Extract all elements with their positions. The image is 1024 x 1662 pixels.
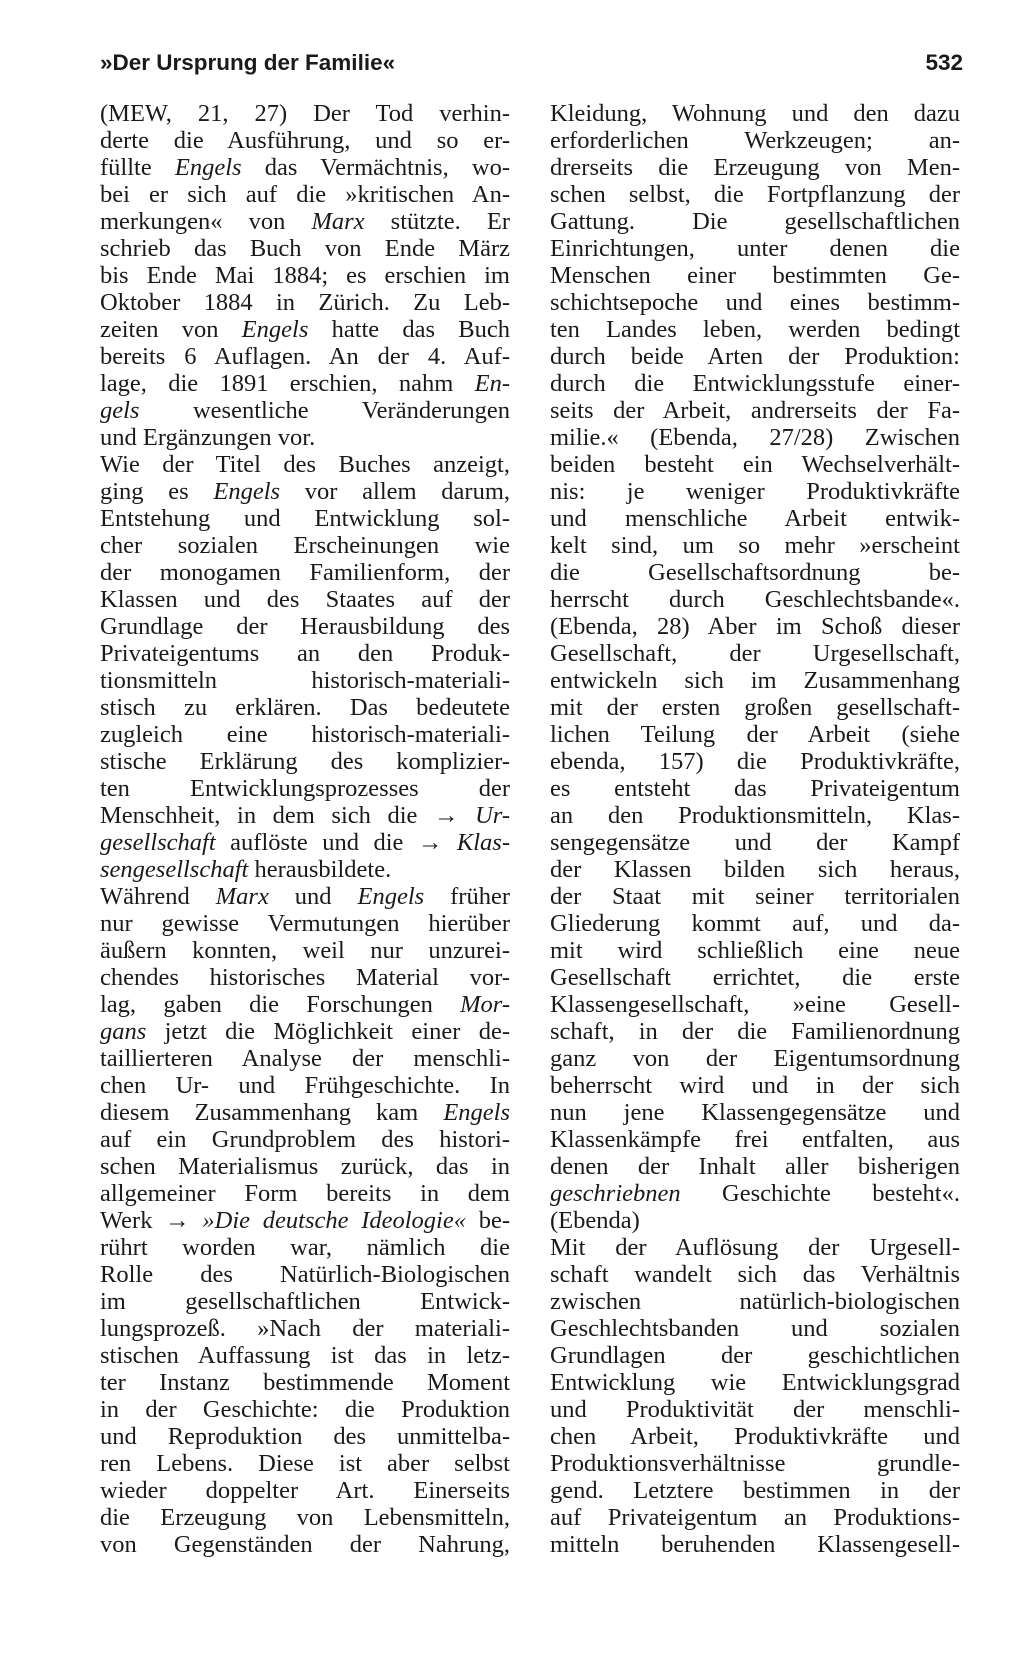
- text-segment: der Klassen bilden sich heraus,: [550, 856, 960, 883]
- text-line: [550, 1045, 960, 1072]
- text-line: [100, 1207, 510, 1234]
- text-line: [550, 343, 960, 370]
- page-number: 532: [925, 50, 963, 75]
- text-line: [550, 1288, 960, 1315]
- text-segment: rührt worden war, nämlich die: [100, 1234, 510, 1261]
- text-line: [100, 1234, 510, 1261]
- text-line: [100, 1396, 510, 1423]
- text-segment: an den Produktionsmitteln, Klas-: [550, 802, 960, 829]
- text-segment: Mit der Auflösung der Urgesell-: [550, 1234, 960, 1261]
- text-line: [550, 397, 960, 424]
- italic-text: sengesellschaft: [100, 856, 249, 883]
- text-segment: das Vermächtnis, wo-: [241, 154, 510, 181]
- text-line: [550, 1261, 960, 1288]
- text-segment: ging es: [100, 478, 214, 505]
- text-segment: lage, die 1891 erschien, nahm: [100, 370, 475, 397]
- text-segment: ten Landes leben, werden bedingt: [550, 316, 960, 343]
- italic-text: Engels: [241, 316, 309, 343]
- italic-text: En-: [474, 370, 510, 397]
- italic-text: Ur-: [475, 802, 510, 829]
- italic-text: »Die deutsche Ideologie«: [202, 1207, 466, 1234]
- text-segment: diesem Zusammenhang kam: [100, 1099, 444, 1126]
- text-line: [100, 289, 510, 316]
- text-segment: lungsprozeß. »Nach der materiali-: [100, 1315, 510, 1342]
- text-segment: zugleich eine historisch-materiali-: [100, 721, 510, 748]
- text-line: [100, 127, 510, 154]
- text-segment: bereits 6 Auflagen. An der 4. Auf-: [100, 343, 510, 370]
- text-segment: wieder doppelter Art. Einerseits: [100, 1477, 510, 1504]
- column-right: [550, 100, 960, 1558]
- text-segment: Werk →: [100, 1207, 203, 1234]
- text-segment: Gesellschaft, der Urgesellschaft,: [550, 640, 960, 667]
- text-line: [550, 100, 960, 127]
- text-segment: Produktionsverhältnisse grundle-: [550, 1450, 960, 1477]
- text-segment: der monogamen Familienform, der: [100, 559, 510, 586]
- italic-text: Mor-: [460, 991, 510, 1018]
- text-segment: Grundlage der Herausbildung des: [100, 613, 510, 640]
- text-segment: seits der Arbeit, andrerseits der Fa-: [550, 397, 960, 424]
- text-segment: jetzt die Möglichkeit einer de-: [146, 1018, 510, 1045]
- text-segment: schaft, in der die Familienordnung: [550, 1018, 960, 1045]
- text-line: [100, 1504, 510, 1531]
- text-segment: Einrichtungen, unter denen die: [550, 235, 960, 262]
- text-line: [100, 1018, 510, 1045]
- text-segment: wesentliche Veränderungen: [139, 397, 510, 424]
- text-segment: Oktober 1884 in Zürich. Zu Leb-: [100, 289, 510, 316]
- text-segment: Gliederung kommt auf, und da-: [550, 910, 960, 937]
- text-line: [550, 316, 960, 343]
- text-line: [100, 478, 510, 505]
- text-segment: cher sozialen Erscheinungen wie: [100, 532, 510, 559]
- text-line: [100, 1477, 510, 1504]
- text-segment: von Gegenständen der Nahrung,: [100, 1531, 510, 1558]
- text-line: [550, 991, 960, 1018]
- text-line: [100, 505, 510, 532]
- text-segment: Privateigentums an den Produk-: [100, 640, 510, 667]
- text-segment: nis: je weniger Produktivkräfte: [550, 478, 960, 505]
- text-line: [550, 586, 960, 613]
- text-line: [100, 613, 510, 640]
- text-line: [100, 586, 510, 613]
- text-line: [100, 316, 510, 343]
- text-line: [100, 802, 510, 829]
- text-segment: durch beide Arten der Produktion:: [550, 343, 960, 370]
- italic-text: gans: [100, 1018, 147, 1045]
- text-segment: Klassengesellschaft, »eine Gesell-: [550, 991, 960, 1018]
- text-line: [550, 127, 960, 154]
- text-line: [100, 532, 510, 559]
- italic-text: Marx: [311, 208, 365, 235]
- text-segment: und Ergänzungen vor.: [100, 424, 316, 451]
- text-segment: zeiten von: [100, 316, 242, 343]
- text-segment: bis Ende Mai 1884; es erschien im: [100, 262, 510, 289]
- text-segment: durch die Entwicklungsstufe einer-: [550, 370, 960, 397]
- text-line: [550, 1477, 960, 1504]
- text-segment: allgemeiner Form bereits in dem: [100, 1180, 510, 1207]
- text-line: [550, 451, 960, 478]
- text-line: [100, 370, 510, 397]
- text-segment: gend. Letztere bestimmen in der: [550, 1477, 960, 1504]
- text-segment: (MEW, 21, 27) Der Tod verhin-: [100, 100, 510, 127]
- italic-text: gels: [100, 397, 140, 424]
- text-line: [550, 1450, 960, 1477]
- text-line: [100, 235, 510, 262]
- text-line: [550, 559, 960, 586]
- text-segment: (Ebenda, 28) Aber im Schoß dieser: [550, 613, 960, 640]
- page-header: [100, 50, 963, 82]
- text-line: [100, 856, 510, 883]
- text-line: [550, 235, 960, 262]
- italic-text: Engels: [443, 1099, 510, 1126]
- text-segment: auf ein Grundproblem des histori-: [100, 1126, 510, 1153]
- text-segment: ebenda, 157) die Produktivkräfte,: [550, 748, 960, 775]
- text-segment: und Reproduktion des unmittelba-: [100, 1423, 510, 1450]
- text-line: [550, 370, 960, 397]
- text-line: [550, 262, 960, 289]
- text-segment: lag, gaben die Forschungen: [100, 991, 461, 1018]
- text-segment: äußern konnten, weil nur unzurei-: [100, 937, 510, 964]
- text-line: [550, 802, 960, 829]
- text-line: [550, 1207, 960, 1234]
- text-segment: Während: [100, 883, 216, 910]
- text-line: [550, 1423, 960, 1450]
- text-segment: in der Geschichte: die Produktion: [100, 1396, 510, 1423]
- text-line: [100, 937, 510, 964]
- text-line: [100, 559, 510, 586]
- text-line: [550, 1504, 960, 1531]
- text-line: [100, 1099, 510, 1126]
- text-line: [550, 424, 960, 451]
- text-segment: lichen Teilung der Arbeit (siehe: [550, 721, 960, 748]
- text-line: [100, 1369, 510, 1396]
- text-line: [550, 1153, 960, 1180]
- text-line: [550, 613, 960, 640]
- text-segment: die Erzeugung von Lebensmitteln,: [100, 1504, 510, 1531]
- text-segment: ren Lebens. Diese ist aber selbst: [100, 1450, 510, 1477]
- text-segment: (Ebenda): [550, 1207, 640, 1234]
- text-segment: Menschheit, in dem sich die →: [100, 802, 476, 829]
- text-segment: chendes historisches Material vor-: [100, 964, 510, 991]
- text-segment: nur gewisse Vermutungen hierüber: [100, 910, 510, 937]
- text-segment: und Produktivität der menschli-: [550, 1396, 960, 1423]
- text-line: [100, 451, 510, 478]
- text-line: [550, 1531, 960, 1558]
- text-line: [550, 748, 960, 775]
- text-segment: schen selbst, die Fortpflanzung der: [550, 181, 960, 208]
- text-line: [100, 640, 510, 667]
- text-segment: Kleidung, Wohnung und den dazu: [550, 100, 960, 127]
- text-segment: schrieb das Buch von Ende März: [100, 235, 510, 262]
- text-segment: früher: [424, 883, 510, 910]
- text-line: [100, 1072, 510, 1099]
- text-segment: stisch zu erklären. Das bedeutete: [100, 694, 510, 721]
- text-segment: Geschlechtsbanden und sozialen: [550, 1315, 960, 1342]
- text-line: [550, 1018, 960, 1045]
- text-line: [550, 775, 960, 802]
- text-segment: stützte. Er: [364, 208, 510, 235]
- text-segment: auf Privateigentum an Produktions-: [550, 1504, 960, 1531]
- text-line: [550, 721, 960, 748]
- text-line: [100, 775, 510, 802]
- text-line: [100, 964, 510, 991]
- text-segment: zwischen natürlich-biologischen: [550, 1288, 960, 1315]
- running-title: »Der Ursprung der Familie«: [100, 50, 396, 75]
- text-line: [550, 532, 960, 559]
- italic-text: gesellschaft: [100, 829, 216, 856]
- text-segment: nun jene Klassengegensätze und: [550, 1099, 960, 1126]
- text-segment: chen Arbeit, Produktivkräfte und: [550, 1423, 960, 1450]
- text-line: [100, 154, 510, 181]
- italic-text: Marx: [215, 883, 269, 910]
- text-line: [100, 748, 510, 775]
- text-line: [550, 181, 960, 208]
- text-segment: ten Entwicklungsprozesses der: [100, 775, 510, 802]
- text-line: [100, 1288, 510, 1315]
- italic-text: Klas-: [456, 829, 510, 856]
- text-segment: sengegensätze und der Kampf: [550, 829, 960, 856]
- text-segment: ganz von der Eigentumsordnung: [550, 1045, 960, 1072]
- text-line: [550, 1126, 960, 1153]
- text-line: [100, 1126, 510, 1153]
- text-segment: schen Materialismus zurück, das in: [100, 1153, 510, 1180]
- text-segment: Klassen und des Staates auf der: [100, 586, 510, 613]
- text-segment: Wie der Titel des Buches anzeigt,: [100, 451, 510, 478]
- text-line: [550, 694, 960, 721]
- text-segment: be-: [465, 1207, 510, 1234]
- text-line: [100, 397, 510, 424]
- italic-text: Engels: [174, 154, 242, 181]
- column-left: [100, 100, 510, 1558]
- text-segment: ter Instanz bestimmende Moment: [100, 1369, 510, 1396]
- text-line: [550, 154, 960, 181]
- text-line: [100, 1261, 510, 1288]
- text-line: [100, 424, 510, 451]
- text-line: [550, 829, 960, 856]
- text-line: [100, 1342, 510, 1369]
- text-segment: auflöste und die →: [215, 829, 457, 856]
- text-segment: mit der ersten großen gesellschaft-: [550, 694, 960, 721]
- text-line: [550, 1315, 960, 1342]
- text-line: [550, 640, 960, 667]
- text-line: [550, 1234, 960, 1261]
- text-line: [100, 208, 510, 235]
- text-line: [100, 262, 510, 289]
- text-line: [100, 694, 510, 721]
- text-line: [100, 910, 510, 937]
- text-segment: chen Ur- und Frühgeschichte. In: [100, 1072, 510, 1099]
- text-segment: herausbildete.: [248, 856, 392, 883]
- text-segment: mit wird schließlich eine neue: [550, 937, 960, 964]
- text-segment: Gattung. Die gesellschaftlichen: [550, 208, 960, 235]
- text-segment: herrscht durch Geschlechtsbande«.: [550, 586, 960, 613]
- text-line: [100, 181, 510, 208]
- text-segment: der Staat mit seiner territorialen: [550, 883, 960, 910]
- text-line: [100, 883, 510, 910]
- text-segment: schaft wandelt sich das Verhältnis: [550, 1261, 960, 1288]
- text-line: [100, 1315, 510, 1342]
- text-segment: Geschichte besteht«.: [680, 1180, 960, 1207]
- text-segment: vor allem darum,: [280, 478, 510, 505]
- text-segment: die Gesellschaftsordnung be-: [550, 559, 960, 586]
- text-line: [100, 721, 510, 748]
- text-segment: beiden besteht ein Wechselverhält-: [550, 451, 960, 478]
- text-line: [550, 910, 960, 937]
- text-segment: drerseits die Erzeugung von Men-: [550, 154, 960, 181]
- text-segment: stischen Auffassung ist das in letz-: [100, 1342, 510, 1369]
- text-segment: entwickeln sich im Zusammenhang: [550, 667, 960, 694]
- text-line: [550, 289, 960, 316]
- text-segment: taillierteren Analyse der menschli-: [100, 1045, 510, 1072]
- text-line: [100, 991, 510, 1018]
- text-line: [550, 1180, 960, 1207]
- text-segment: Klassenkämpfe frei entfalten, aus: [550, 1126, 960, 1153]
- text-line: [550, 1072, 960, 1099]
- text-segment: füllte: [100, 154, 175, 181]
- text-line: [550, 1369, 960, 1396]
- text-line: [100, 829, 510, 856]
- text-segment: mitteln beruhenden Klassengesell-: [550, 1531, 960, 1558]
- text-line: [100, 1531, 510, 1558]
- text-segment: derte die Ausführung, und so er-: [100, 127, 510, 154]
- text-segment: milie.« (Ebenda, 27/28) Zwischen: [550, 424, 960, 451]
- text-segment: im gesellschaftlichen Entwick-: [100, 1288, 510, 1315]
- text-line: [100, 1423, 510, 1450]
- text-line: [550, 208, 960, 235]
- text-segment: Menschen einer bestimmten Ge-: [550, 262, 960, 289]
- text-segment: stische Erklärung des komplizier-: [100, 748, 510, 775]
- text-columns: [100, 100, 960, 1558]
- text-segment: und: [268, 883, 358, 910]
- text-segment: erforderlichen Werkzeugen; an-: [550, 127, 960, 154]
- text-line: [100, 1180, 510, 1207]
- text-line: [550, 937, 960, 964]
- text-segment: hatte das Buch: [308, 316, 510, 343]
- text-line: [550, 667, 960, 694]
- text-segment: bei er sich auf die »kritischen An-: [100, 181, 510, 208]
- text-line: [550, 883, 960, 910]
- italic-text: Engels: [357, 883, 425, 910]
- text-segment: und menschliche Arbeit entwik-: [550, 505, 960, 532]
- text-segment: Entstehung und Entwicklung sol-: [100, 505, 510, 532]
- text-segment: Gesellschaft errichtet, die erste: [550, 964, 960, 991]
- text-segment: merkungen« von: [100, 208, 312, 235]
- text-line: [100, 343, 510, 370]
- text-line: [550, 478, 960, 505]
- italic-text: Engels: [213, 478, 281, 505]
- text-line: [550, 1099, 960, 1126]
- text-segment: es entsteht das Privateigentum: [550, 775, 960, 802]
- text-line: [100, 100, 510, 127]
- text-line: [550, 1396, 960, 1423]
- text-segment: Rolle des Natürlich-Biologischen: [100, 1261, 510, 1288]
- text-segment: Entwicklung wie Entwicklungsgrad: [550, 1369, 960, 1396]
- italic-text: geschriebnen: [550, 1180, 681, 1207]
- text-segment: kelt sind, um so mehr »erscheint: [550, 532, 960, 559]
- text-segment: schichtsepoche und eines bestimm-: [550, 289, 960, 316]
- text-line: [100, 667, 510, 694]
- text-line: [550, 1342, 960, 1369]
- text-line: [550, 964, 960, 991]
- text-segment: denen der Inhalt aller bisherigen: [550, 1153, 960, 1180]
- text-segment: Grundlagen der geschichtlichen: [550, 1342, 960, 1369]
- text-line: [550, 856, 960, 883]
- text-line: [100, 1450, 510, 1477]
- text-segment: tionsmitteln historisch-materiali-: [100, 667, 510, 694]
- text-line: [550, 505, 960, 532]
- text-line: [100, 1153, 510, 1180]
- text-segment: beherrscht wird und in der sich: [550, 1072, 960, 1099]
- text-line: [100, 1045, 510, 1072]
